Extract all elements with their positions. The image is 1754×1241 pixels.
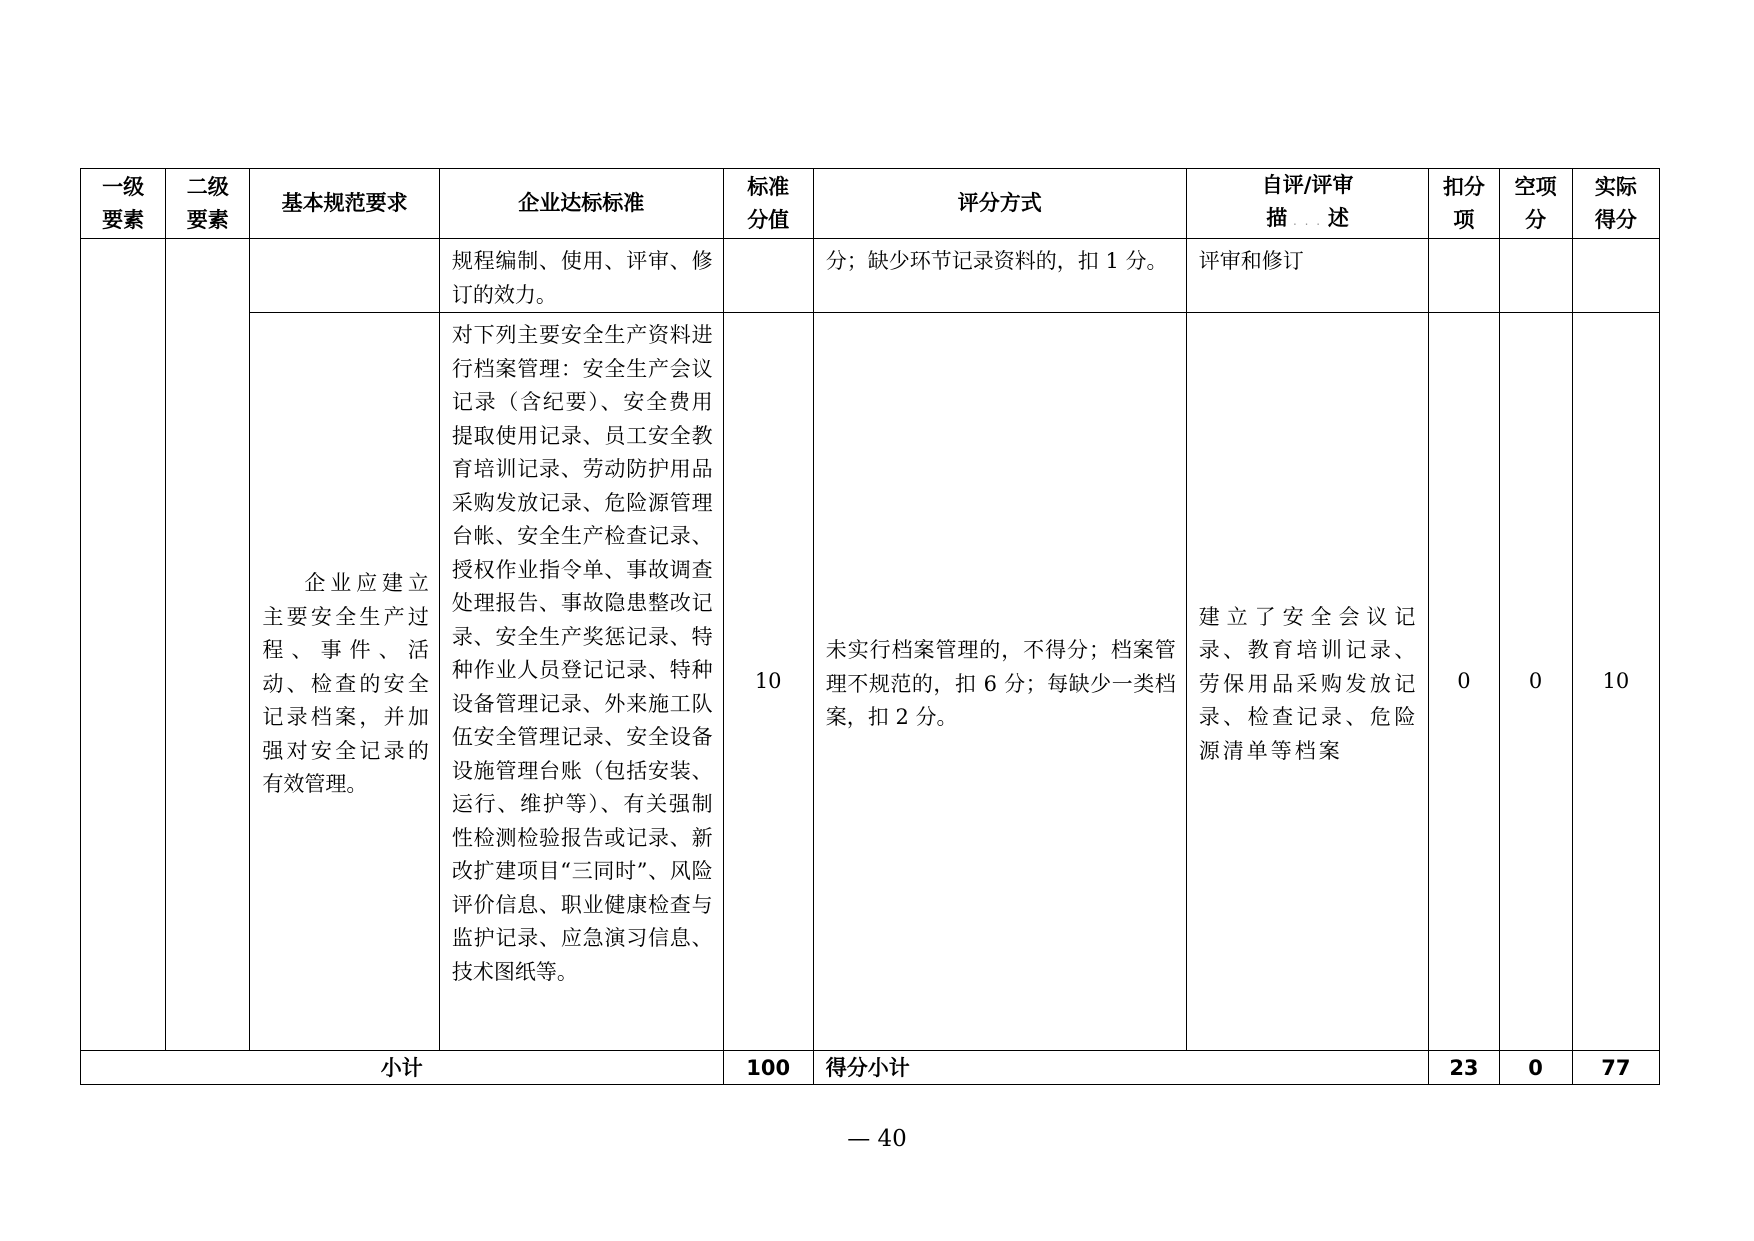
placeholder-dots: . . . — [1287, 214, 1328, 228]
scoring-cell: 未实行档案管理的，不得分；档案管理不规范的，扣 6 分；每缺少一类档案，扣 2 分。 — [813, 313, 1186, 1051]
header-primary-element: 一级 要素 — [81, 169, 166, 239]
header-standard-score: 标准 分值 — [723, 169, 813, 239]
header-scoring-method: 评分方式 — [813, 169, 1186, 239]
header-empty-item: 空项 分 — [1499, 169, 1572, 239]
standard-cell: 对下列主要安全生产资料进行档案管理：安全生产会议记录（含纪要）、安全费用提取使用记录、员工安全教育培训记录、劳动防护用品采购发放记录、危险源管理台帐、安全生产检查记录、授权作业指令单、事故调查处理报告、事故隐患整改记录、安全生产奖惩记录、特种作业人员登记记录、特种设备管理记录、外来施工队伍安全管理记录、安全设备设施管理台账（包括安装、运行、维护等）、有关强制性检测检验报告或记录、新改扩建项目“三同时”、风险评价信息、职业健康检查与监护记录、应急演习信息、技术图纸等。 — [439, 313, 723, 1051]
table-row — [81, 313, 1660, 1051]
requirement-cell — [250, 239, 439, 313]
score-cell — [723, 239, 813, 313]
subtotal-score-label: 得分小计 — [813, 1051, 1429, 1085]
subtotal-actual-score: 77 — [1572, 1051, 1659, 1085]
secondary-element-cell — [166, 239, 250, 1051]
subtotal-label: 小计 — [81, 1051, 724, 1085]
subtotal-empty-item: 0 — [1499, 1051, 1572, 1085]
requirement-cell: 企业应建立主要安全生产过程、事件、活动、检查的安全记录档案，并加强对安全记录的有效管理。 — [250, 313, 439, 1051]
header-secondary-element: 二级 要素 — [166, 169, 250, 239]
page-number: — 40 — [847, 1126, 907, 1152]
primary-element-cell — [81, 239, 166, 1051]
description-cell: 建立了安全会议记录、教育培训记录、劳保用品采购发放记录、检查记录、危险源清单等档案 — [1186, 313, 1429, 1051]
header-self-assessment: 自评/评审 描 . . . 述 — [1186, 169, 1429, 239]
header-enterprise-standard: 企业达标标准 — [439, 169, 723, 239]
header-deduction: 扣分 项 — [1429, 169, 1499, 239]
header-basic-requirement: 基本规范要求 — [250, 169, 439, 239]
actual-score-cell: 10 — [1572, 313, 1659, 1051]
subtotal-row — [81, 1051, 1660, 1085]
table-row-continued — [81, 239, 1660, 313]
subtotal-standard-score: 100 — [723, 1051, 813, 1085]
header-actual-score: 实际 得分 — [1572, 169, 1659, 239]
actual-score-cell — [1572, 239, 1659, 313]
deduction-cell — [1429, 239, 1499, 313]
score-cell: 10 — [723, 313, 813, 1051]
scoring-table — [80, 168, 1660, 1085]
standard-cell: 规程编制、使用、评审、修订的效力。 — [439, 239, 723, 313]
description-cell: 评审和修订 — [1186, 239, 1429, 313]
header-row — [81, 169, 1660, 239]
empty-item-cell: 0 — [1499, 313, 1572, 1051]
subtotal-deduction: 23 — [1429, 1051, 1499, 1085]
empty-item-cell — [1499, 239, 1572, 313]
deduction-cell: 0 — [1429, 313, 1499, 1051]
scoring-cell: 分；缺少环节记录资料的，扣 1 分。 — [813, 239, 1186, 313]
